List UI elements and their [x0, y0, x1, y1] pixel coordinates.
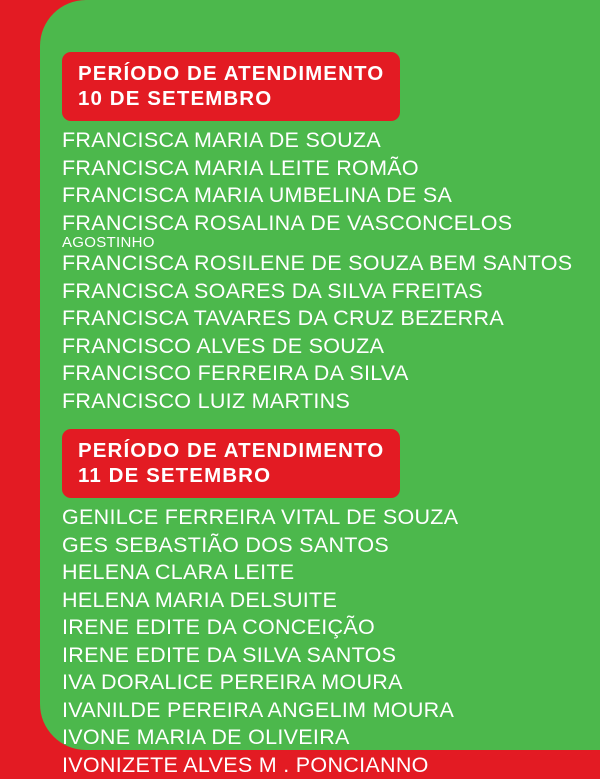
list-item	[62, 532, 582, 560]
list-item	[62, 333, 582, 361]
list-item	[62, 305, 582, 333]
poster-content	[40, 0, 600, 777]
name-list	[62, 127, 582, 415]
badge-line-2: 11 DE SETEMBRO	[78, 464, 272, 488]
name-text: IRENE EDITE DA CONCEIÇÃO	[62, 615, 376, 640]
name-text: IVA DORALICE PEREIRA MOURA	[62, 670, 403, 695]
badge-line-2: 10 DE SETEMBRO	[78, 87, 273, 110]
badge-line-1: PERÍODO DE ATENDIMENTO	[78, 439, 385, 463]
name-text: FRANCISCA ROSALINA DE VASCONCELOS	[62, 210, 513, 235]
list-item	[62, 724, 582, 752]
name-text: HELENA CLARA LEITE	[62, 560, 295, 585]
list-item	[62, 614, 582, 642]
name-text: IVONE MARIA DE OLIVEIRA	[62, 725, 350, 750]
name-text: FRANCISCO FERREIRA DA SILVA	[62, 361, 409, 386]
name-text: HELENA MARIA DELSUITE	[62, 587, 338, 612]
section-divider-spacer	[62, 415, 582, 429]
list-item	[62, 642, 582, 670]
name-text: FRANCISCA SOARES DA SILVA FREITAS	[62, 278, 483, 303]
name-text: FRANCISCO ALVES DE SOUZA	[62, 333, 385, 358]
name-text: FRANCISCO LUIZ MARTINS	[62, 388, 351, 413]
name-text: FRANCISCA MARIA DE SOUZA	[62, 128, 382, 152]
name-text: FRANCISCA TAVARES DA CRUZ BEZERRA	[62, 306, 504, 331]
list-item	[62, 210, 582, 251]
name-list	[62, 504, 582, 779]
list-item	[62, 182, 582, 210]
list-item	[62, 278, 582, 306]
name-text: GES SEBASTIÃO DOS SANTOS	[62, 532, 390, 557]
list-item	[62, 587, 582, 615]
name-text: FRANCISCA MARIA UMBELINA DE SA	[62, 183, 453, 208]
section-10-setembro	[62, 52, 582, 415]
name-text: FRANCISCA ROSILENE DE SOUZA BEM SANTOS	[62, 251, 573, 276]
list-item	[62, 669, 582, 697]
list-item	[62, 155, 582, 183]
name-text: FRANCISCA MARIA LEITE ROMÃO	[62, 155, 419, 180]
section-header-badge	[62, 52, 400, 121]
name-text: IRENE EDITE DA SILVA SANTOS	[62, 642, 397, 667]
list-item	[62, 504, 582, 532]
list-item	[62, 752, 582, 779]
list-item	[62, 388, 582, 416]
list-item	[62, 250, 582, 278]
list-item	[62, 360, 582, 388]
name-text: IVONIZETE ALVES M . PONCIANNO	[62, 752, 429, 777]
name-text: IVANILDE PEREIRA ANGELIM MOURA	[62, 697, 455, 722]
list-item	[62, 697, 582, 725]
name-text: GENILCE FERREIRA VITAL DE SOUZA	[62, 505, 459, 530]
badge-line-1: PERÍODO DE ATENDIMENTO	[78, 62, 385, 85]
section-11-setembro	[62, 429, 582, 779]
section-header-badge	[62, 429, 400, 498]
list-item	[62, 559, 582, 587]
list-item	[62, 127, 582, 155]
name-text-continuation: AGOSTINHO	[62, 234, 155, 252]
